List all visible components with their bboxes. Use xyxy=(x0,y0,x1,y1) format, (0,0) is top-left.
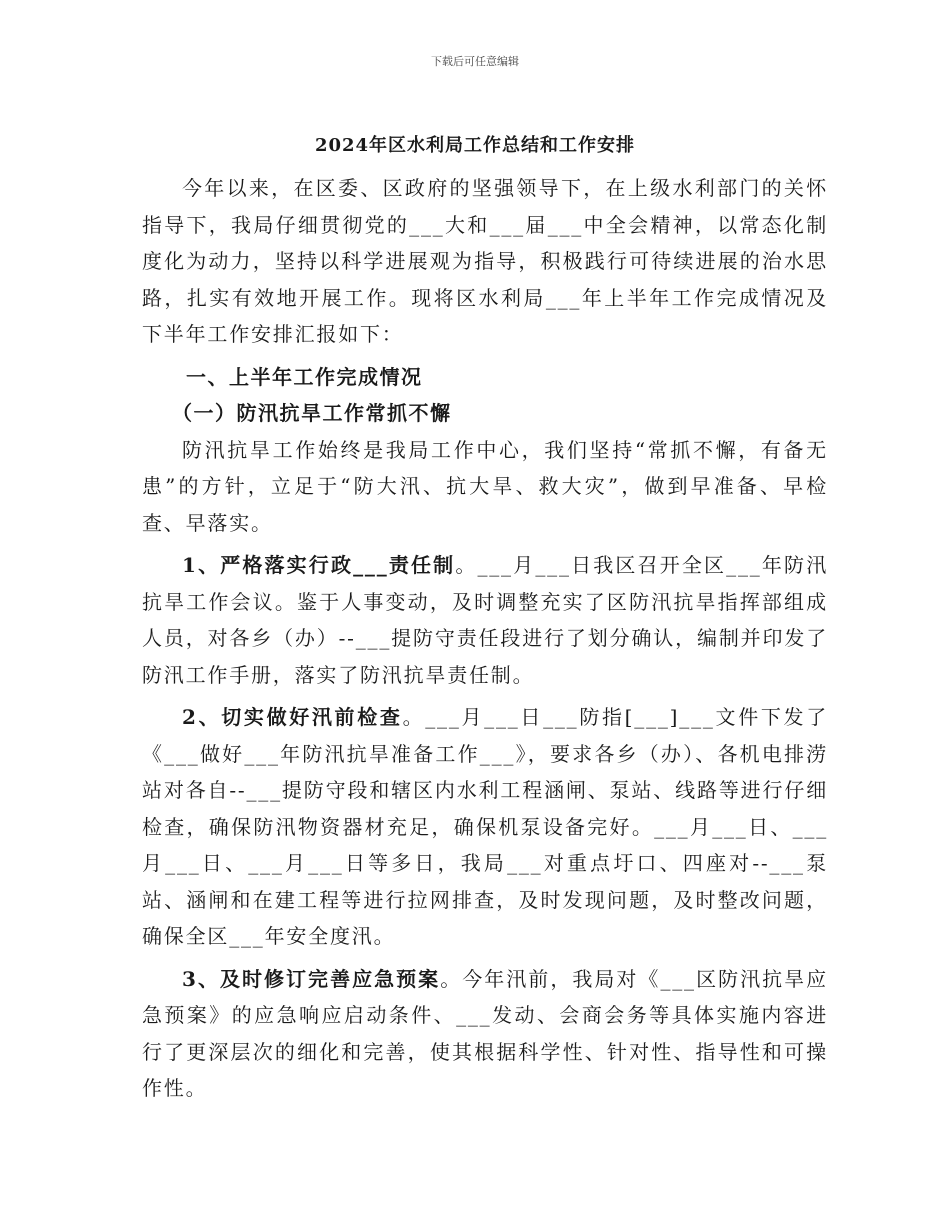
document-body xyxy=(142,170,828,1107)
item-lead-3: 3、及时修订完善应急预案 xyxy=(182,966,441,991)
intro-paragraph: 今年以来，在区委、区政府的坚强领导下，在上级水利部门的关怀指导下，我局仔细贯彻党的___大和___届___中全会精神，以常态化制度化为动力，坚持以科学进展观为指导，积极践行可待续进展的治水思路，扎实有效地开展工作。现将区水利局___年上半年工作完成情况及下半年工作安排汇报如下： xyxy=(142,176,828,346)
item-text-2: 。___月___日___防指[___]___文件下发了《___做好___年防汛抗旱准备工作___》，要求各乡（办）、各机电排涝站对各自--___提防守段和辖区内水利工程涵闸、泵站、线路等进行仔细检查，确保防汛物资器材充足，确保机泵设备完好。___月___日、___月___日、___月___日等多日，我局___对重点圩口、四座对--___泵站、涵闸和在建工程等进行拉网排查，及时发现问题，及时整改问题，确保全区___年安全度汛。 xyxy=(142,705,828,948)
item-lead-2: 2、切实做好汛前检查 xyxy=(182,705,403,729)
item-lead-1: 1、严格落实行政___责任制 xyxy=(182,553,456,577)
subsection-heading-1: （一）防汛抗旱工作常抓不懈 xyxy=(172,401,452,425)
item-text-1: 。___月___日我区召开全区___年防汛抗旱工作会议。鉴于人事变动，及时调整充实了区防汛抗旱指挥部组成人员，对各乡（办）--___提防守责任段进行了划分确认，编制并印发了防汛工作手册，落实了防汛抗旱责任制。 xyxy=(142,553,828,687)
item-paragraph-3 xyxy=(142,961,828,1107)
document-title: 2024年区水利局工作总结和工作安排 xyxy=(314,135,636,156)
item-text-3: 。今年汛前，我局对《___区防汛抗旱应急预案》的应急响应启动条件、___发动、会商会务等具体实施内容进行了更深层次的细化和完善，使其根据科学性、针对性、指导性和可操作性。 xyxy=(142,966,828,1100)
page-header-note: 下载后可任意编辑 xyxy=(431,55,519,68)
item-paragraph-1 xyxy=(142,547,828,693)
subsection-paragraph-1: 防汛抗旱工作始终是我局工作中心，我们坚持“常抓不懈，有备无患”的方针，立足于“防大汛、抗大旱、救大灾”，做到早准备、早检查、早落实。 xyxy=(142,437,828,535)
section-heading-1: 一、上半年工作完成情况 xyxy=(186,364,423,389)
item-paragraph-2 xyxy=(142,699,828,955)
